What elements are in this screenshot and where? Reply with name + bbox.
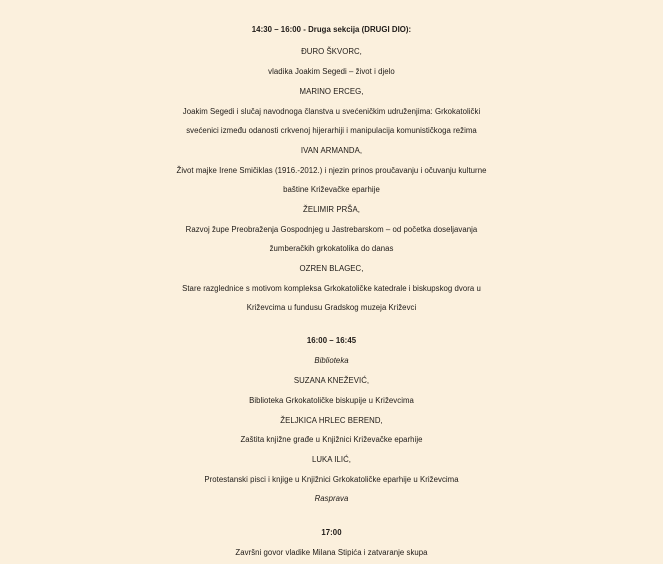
- talk-title: Razvoj župe Preobraženja Gospodnjeg u Jastrebarskom – od početka doseljavanja: [185, 225, 478, 234]
- speaker-name: ŽELIMIR PRŠA,: [303, 205, 360, 214]
- discussion-label: Rasprava: [314, 494, 349, 503]
- speaker-name: ŽELJKICA HRLEC BEREND,: [280, 416, 383, 425]
- session-heading: 14:30 – 16:00 - Druga sekcija (DRUGI DIO):: [251, 25, 412, 34]
- talk-title: Biblioteka Grkokatoličke biskupije u Križevcima: [249, 396, 414, 405]
- speaker-name: ĐURO ŠKVORC,: [301, 47, 362, 56]
- talk-title: Stare razglednice s motivom kompleksa Grkokatoličke katedrale i biskupskog dvora u: [182, 284, 481, 293]
- speaker-name: LUKA ILIĆ,: [311, 455, 352, 464]
- speaker-name: SUZANA KNEŽEVIĆ,: [293, 376, 370, 385]
- talk-title: Život majke Irene Smičiklas (1916.-2012.) i njezin prinos proučavanju i očuvanju kulturne: [176, 166, 487, 175]
- talk-title: svećenici između odanosti crkvenoj hijerarhiji i manipulacija komunističkoga režima: [186, 126, 477, 135]
- session-subheading: Biblioteka: [314, 356, 349, 365]
- session-heading: 17:00: [321, 528, 342, 537]
- session-heading: 16:00 – 16:45: [306, 336, 357, 345]
- speaker-name: MARINO ERCEG,: [299, 87, 364, 96]
- talk-title: Joakim Segedi i slučaj navodnoga članstva u svećeničkim udruženjima: Grkokatolički: [182, 107, 481, 116]
- speaker-name: IVAN ARMANDA,: [300, 146, 363, 155]
- talk-title: Protestanski pisci i knjige u Knjižnici Grkokatoličke eparhije u Križevcima: [204, 475, 459, 484]
- talk-title: Križevcima u fundusu Gradskog muzeja Križevci: [246, 303, 417, 312]
- talk-title: vladika Joakim Segedi – život i djelo: [268, 67, 395, 76]
- talk-title: Zaštita knjižne građe u Knjižnici Križevačke eparhije: [240, 435, 423, 444]
- talk-title: žumberačkih grkokatolika do danas: [269, 244, 394, 253]
- closing-text: Završni govor vladike Milana Stipića i zatvaranje skupa: [235, 548, 428, 557]
- speaker-name: OZREN BLAGEC,: [299, 264, 364, 273]
- talk-title: baštine Križevačke eparhije: [283, 185, 380, 194]
